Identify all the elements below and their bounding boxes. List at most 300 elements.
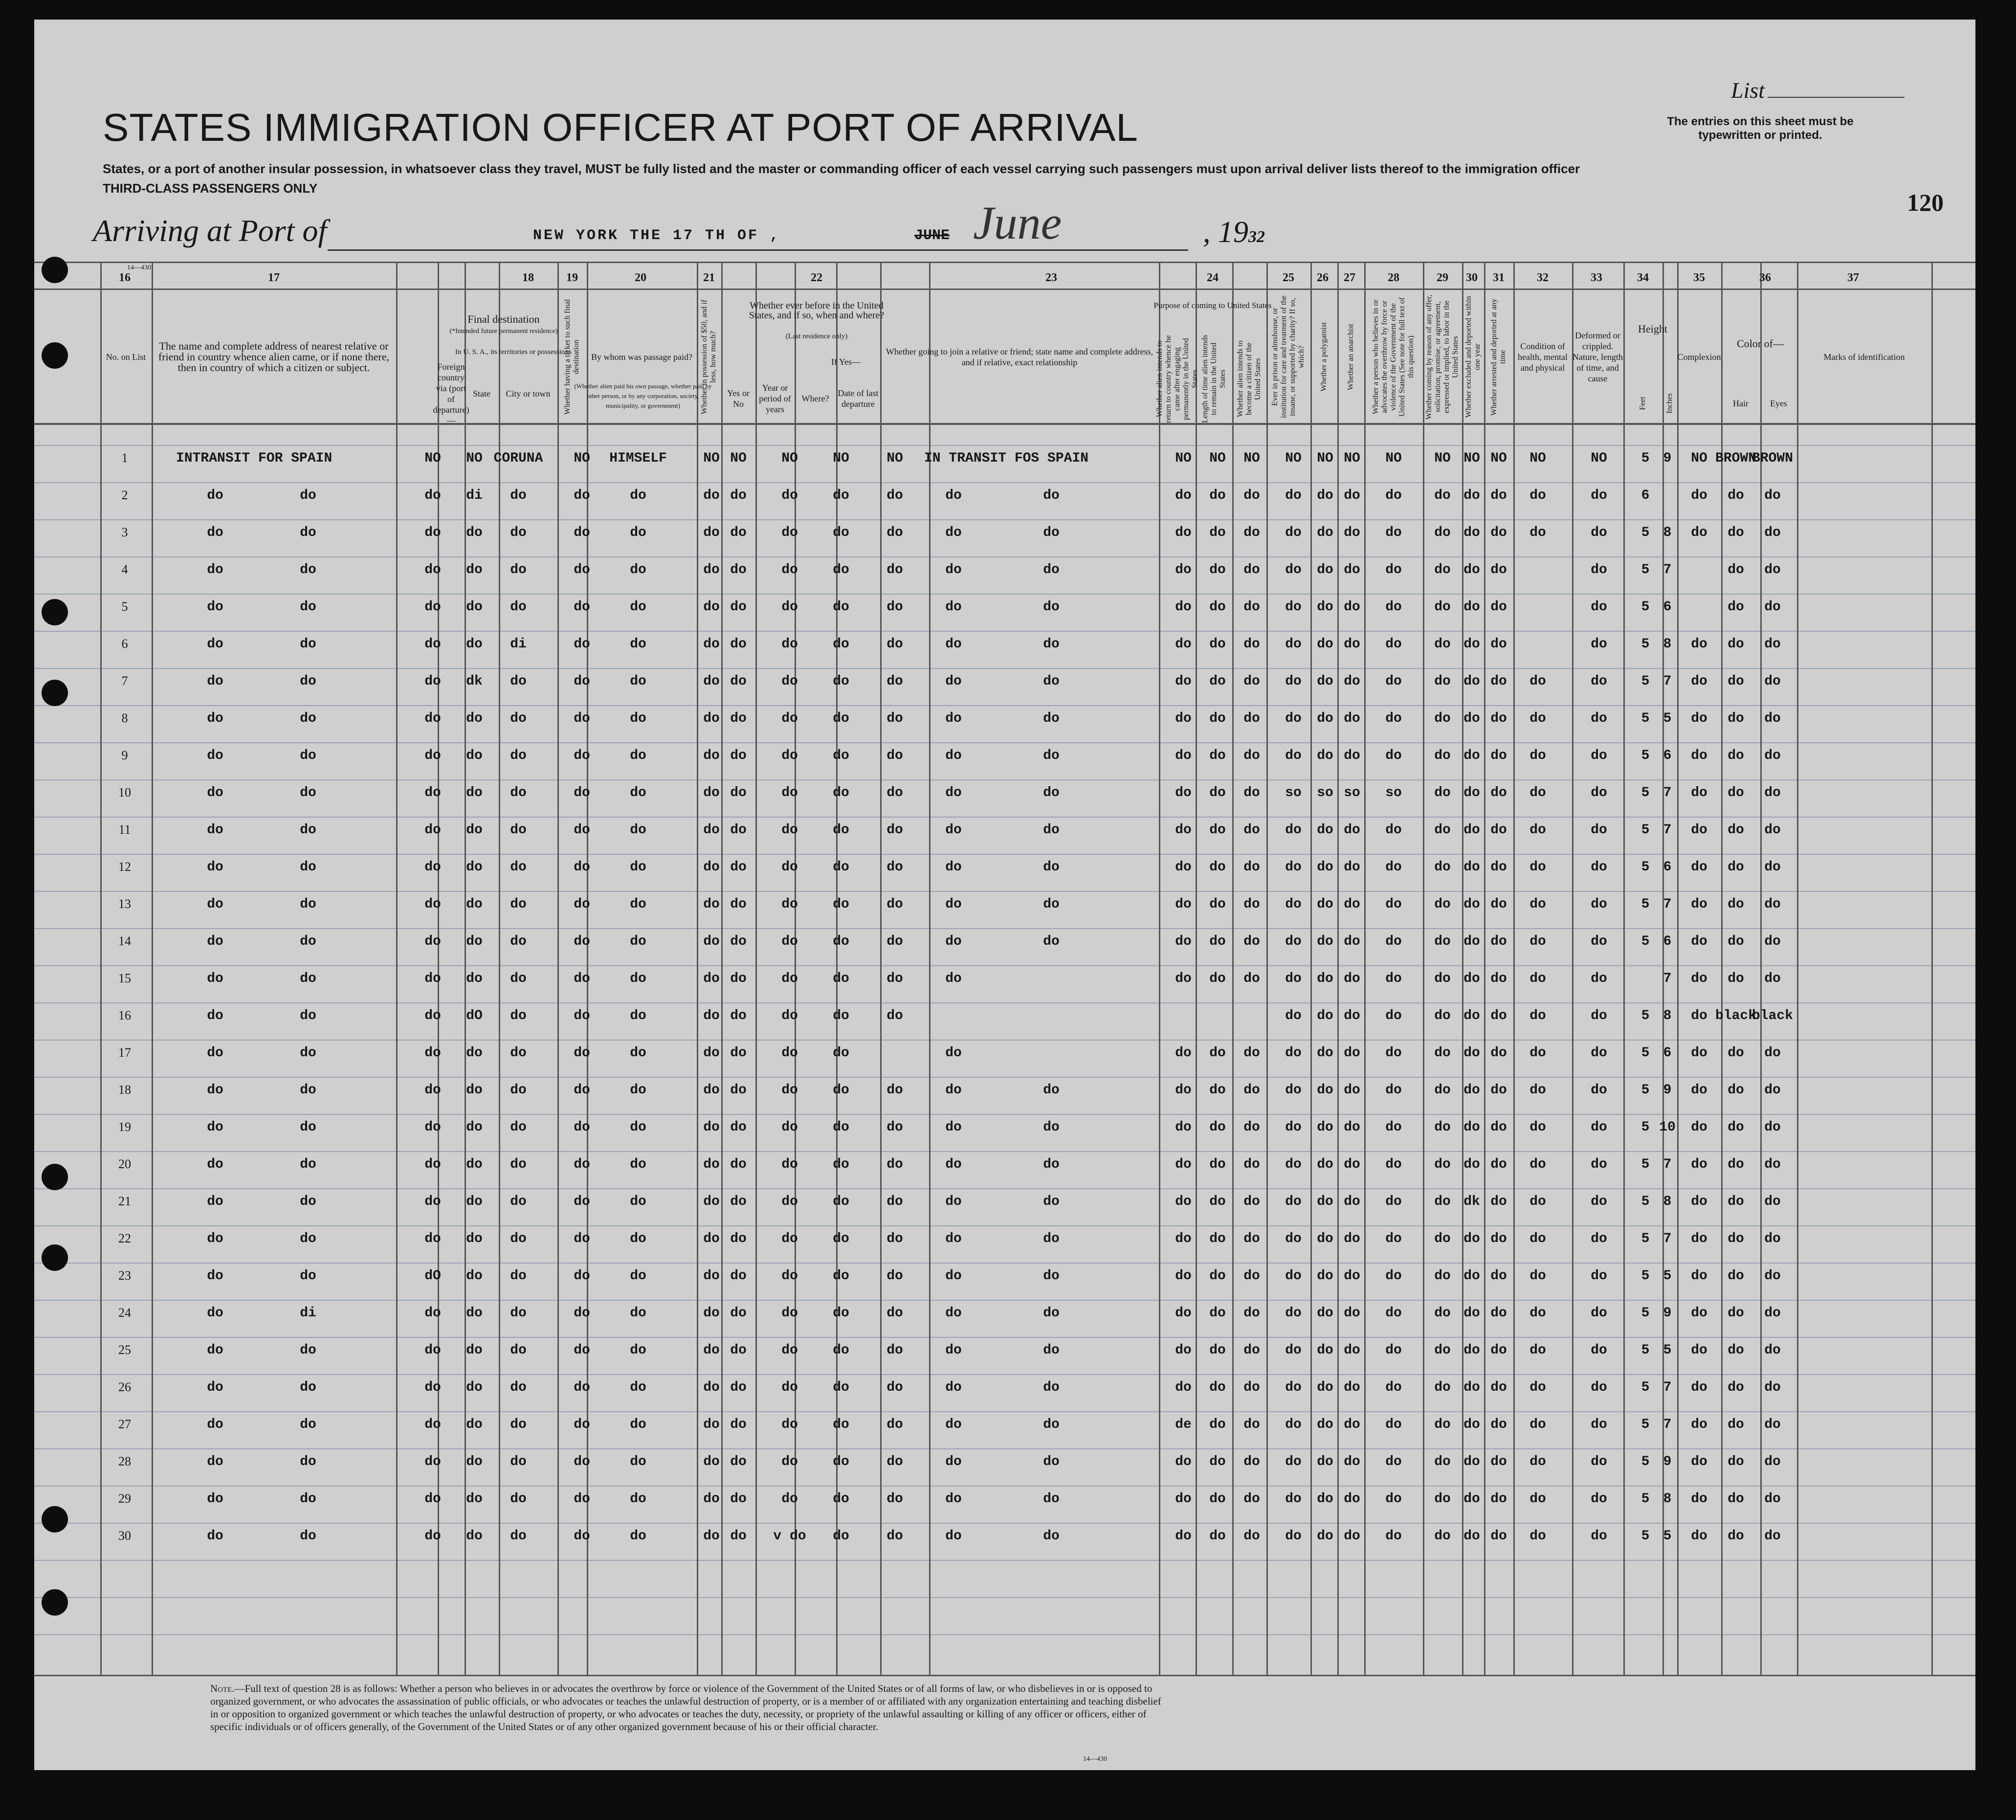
table-cell: 5: [1641, 748, 1650, 763]
header-bottom-line: [34, 423, 1975, 425]
table-cell: do: [1175, 1491, 1192, 1507]
row-number: 1: [121, 451, 128, 465]
table-cell: do: [1344, 1231, 1360, 1246]
table-cell: do: [1490, 860, 1507, 875]
table-cell: do: [1463, 1417, 1480, 1432]
table-cell: do: [833, 785, 849, 800]
table-cell: 8: [1663, 1194, 1672, 1209]
table-cell: do: [833, 822, 849, 838]
column-number: 26: [1317, 271, 1329, 284]
table-cell: do: [300, 1454, 316, 1469]
top-left-form-number: 14—430: [127, 264, 151, 271]
table-cell: do: [300, 711, 316, 726]
table-cell: 5: [1641, 1194, 1650, 1209]
table-cell: do: [1764, 1231, 1781, 1246]
table-cell: do: [1728, 1529, 1744, 1544]
table-cell: NO: [1344, 451, 1360, 466]
row-rule: [34, 1374, 1975, 1375]
table-cell: do: [1385, 1231, 1402, 1246]
table-cell: do: [1764, 1045, 1781, 1061]
table-cell: do: [574, 1157, 590, 1172]
table-cell: do: [781, 1268, 798, 1284]
table-cell: do: [1591, 674, 1607, 689]
table-cell: do: [1243, 1491, 1260, 1507]
arriving-year: , 1932: [1203, 216, 1265, 249]
table-cell: do: [703, 1454, 720, 1469]
table-cell: do: [1691, 1231, 1707, 1246]
table-cell: do: [1285, 748, 1302, 763]
table-cell: do: [424, 599, 441, 615]
table-cell: 9: [1663, 1083, 1672, 1098]
row-number: 28: [118, 1454, 131, 1468]
table-cell: do: [1385, 1045, 1402, 1061]
table-cell: do: [1344, 1008, 1360, 1023]
table-cell: do: [1529, 785, 1546, 800]
table-cell: 5: [1663, 1529, 1672, 1544]
table-cell: do: [510, 1491, 527, 1507]
table-cell: do: [886, 599, 903, 615]
table-cell: do: [1434, 1454, 1451, 1469]
table-cell: do: [1490, 1380, 1507, 1395]
table-cell: do: [300, 1083, 316, 1098]
table-cell: do: [1209, 1529, 1226, 1544]
table-cell: do: [630, 1454, 646, 1469]
table-cell: do: [1591, 1343, 1607, 1358]
table-cell: do: [730, 637, 747, 652]
table-cell: do: [1243, 1380, 1260, 1395]
table-cell: do: [730, 1083, 747, 1098]
table-cell: IN TRANSIT FOS SPAIN: [924, 451, 1089, 466]
table-cell: do: [1691, 1157, 1707, 1172]
table-cell: do: [945, 488, 962, 503]
binder-hole: [42, 257, 68, 283]
row-number: 6: [121, 637, 128, 651]
table-cell: do: [1243, 599, 1260, 615]
table-cell: do: [424, 1120, 441, 1135]
table-cell: do: [1344, 897, 1360, 912]
table-cell: do: [1317, 1380, 1333, 1395]
table-cell: do: [1043, 1343, 1060, 1358]
arriving-port: NEW YORK THE 17 TH OF ,: [533, 227, 781, 244]
table-cell: do: [466, 785, 483, 800]
table-cell: do: [1691, 488, 1707, 503]
table-cell: do: [1434, 1491, 1451, 1507]
row-number: 30: [118, 1529, 131, 1543]
table-cell: do: [703, 488, 720, 503]
table-cell: do: [1317, 897, 1333, 912]
table-cell: do: [1043, 860, 1060, 875]
table-cell: do: [1434, 1120, 1451, 1135]
table-cell: do: [1490, 1120, 1507, 1135]
table-cell: do: [781, 562, 798, 577]
table-cell: 5: [1641, 860, 1650, 875]
table-cell: do: [207, 1306, 223, 1321]
table-cell: do: [886, 674, 903, 689]
table-cell: do: [1490, 822, 1507, 838]
table-cell: do: [1591, 1268, 1607, 1284]
table-cell: do: [1591, 1529, 1607, 1544]
table-cell: NO: [703, 451, 720, 466]
table-cell: do: [1317, 1231, 1333, 1246]
table-cell: do: [781, 1008, 798, 1023]
table-cell: do: [466, 897, 483, 912]
column-number: 28: [1388, 271, 1399, 284]
row-rule: [34, 668, 1975, 669]
table-cell: NO: [466, 451, 483, 466]
table-cell: do: [886, 562, 903, 577]
table-cell: do: [1691, 1417, 1707, 1432]
table-cell: 5: [1641, 1120, 1650, 1135]
table-cell: 6: [1663, 1045, 1672, 1061]
table-cell: do: [300, 934, 316, 949]
table-cell: do: [1243, 1194, 1260, 1209]
table-cell: do: [1317, 748, 1333, 763]
table-cell: do: [300, 1231, 316, 1246]
table-cell: do: [1385, 488, 1402, 503]
table-cell: do: [730, 1306, 747, 1321]
table-cell: do: [1728, 1083, 1744, 1098]
table-cell: do: [1385, 599, 1402, 615]
row-rule: [34, 817, 1975, 818]
table-cell: do: [730, 860, 747, 875]
column-line: [1931, 262, 1933, 1675]
table-cell: do: [1285, 711, 1302, 726]
table-cell: do: [1175, 1194, 1192, 1209]
table-cell: do: [424, 1008, 441, 1023]
column-number: 31: [1493, 271, 1505, 284]
footnote: Note.—Full text of question 28 is as follows: Whether a person who believes in or advocates the overthrow by force or violence of the Government of the United States or of all forms of law, or who disbelieves in or is opposed to organized government, or who advocates the assassination of public officials, or who advocates or teaches the unlawful destruction of property, or is a member of or affiliated with any organization entertaining and teaching disbelief in or opposition to organized government or which teaches the unlawful destruction of property, or who advocates or teaches the duty, necessity, or propriety of the unlawful assaulting or killing of any officer or officers, either of specific individuals or of officers generally, of the Government of the United States or of any other organized government because of his or their official character.: [210, 1683, 1161, 1732]
table-cell: do: [574, 934, 590, 949]
table-cell: do: [574, 1380, 590, 1395]
column-header: Feet: [1639, 397, 1647, 410]
table-cell: do: [1243, 1454, 1260, 1469]
table-cell: do: [510, 1268, 527, 1284]
table-cell: do: [1434, 748, 1451, 763]
table-cell: do: [1490, 1194, 1507, 1209]
table-cell: do: [703, 674, 720, 689]
table-cell: do: [1591, 1083, 1607, 1098]
table-cell: do: [1728, 1491, 1744, 1507]
table-cell: do: [1728, 674, 1744, 689]
table-cell: do: [1175, 711, 1192, 726]
column-line: [1266, 262, 1268, 1675]
table-cell: do: [424, 1306, 441, 1321]
table-cell: do: [574, 1194, 590, 1209]
table-cell: do: [1691, 1194, 1707, 1209]
column-number: 32: [1537, 271, 1549, 284]
table-cell: do: [730, 934, 747, 949]
table-cell: do: [1043, 934, 1060, 949]
table-cell: 5: [1641, 562, 1650, 577]
table-cell: do: [1243, 860, 1260, 875]
row-rule: [34, 1411, 1975, 1412]
table-cell: 8: [1663, 525, 1672, 540]
table-cell: NO: [1490, 451, 1507, 466]
table-cell: do: [833, 488, 849, 503]
table-cell: do: [1434, 897, 1451, 912]
row-rule: [34, 965, 1975, 966]
table-cell: do: [574, 1083, 590, 1098]
table-cell: do: [1463, 562, 1480, 577]
table-cell: 9: [1663, 1454, 1672, 1469]
table-cell: do: [1490, 971, 1507, 986]
header-top-line: [34, 262, 1975, 263]
row-rule: [34, 631, 1975, 632]
column-header: Eyes: [1770, 399, 1787, 408]
table-cell: do: [1591, 1380, 1607, 1395]
table-cell: do: [1728, 1343, 1744, 1358]
table-cell: do: [1591, 525, 1607, 540]
table-cell: do: [781, 674, 798, 689]
table-cell: do: [1317, 1045, 1333, 1061]
table-cell: do: [1529, 1380, 1546, 1395]
table-cell: do: [703, 1529, 720, 1544]
table-cell: do: [1344, 860, 1360, 875]
table-cell: do: [833, 674, 849, 689]
table-cell: do: [1317, 1083, 1333, 1098]
table-cell: do: [1209, 748, 1226, 763]
table-cell: do: [945, 1380, 962, 1395]
table-cell: do: [1043, 599, 1060, 615]
table-cell: do: [1434, 934, 1451, 949]
table-cell: 7: [1663, 1417, 1672, 1432]
table-cell: do: [1385, 748, 1402, 763]
column-header: Where?: [801, 394, 829, 403]
table-cell: do: [1209, 897, 1226, 912]
table-cell: do: [424, 897, 441, 912]
table-cell: 8: [1663, 1491, 1672, 1507]
table-cell: do: [1728, 1380, 1744, 1395]
table-cell: do: [630, 1380, 646, 1395]
table-cell: do: [1434, 822, 1451, 838]
table-cell: do: [1317, 562, 1333, 577]
table-cell: do: [424, 637, 441, 652]
table-cell: 5: [1641, 599, 1650, 615]
table-cell: do: [207, 525, 223, 540]
table-cell: do: [886, 711, 903, 726]
row-rule: [34, 1560, 1975, 1561]
table-cell: do: [1385, 1008, 1402, 1023]
row-number: 13: [118, 897, 131, 911]
table-cell: do: [574, 785, 590, 800]
table-cell: do: [1243, 1231, 1260, 1246]
table-cell: do: [1728, 748, 1744, 763]
table-cell: do: [1385, 525, 1402, 540]
table-cell: do: [1529, 1083, 1546, 1098]
column-header: Whether excluded and deported within one year: [1464, 296, 1482, 418]
table-cell: 7: [1663, 822, 1672, 838]
table-cell: do: [1344, 562, 1360, 577]
table-cell: do: [510, 1343, 527, 1358]
table-cell: do: [466, 1491, 483, 1507]
table-cell: do: [730, 822, 747, 838]
table-cell: do: [1209, 1045, 1226, 1061]
table-cell: do: [466, 1343, 483, 1358]
table-cell: do: [207, 785, 223, 800]
table-cell: INTRANSIT FOR SPAIN: [176, 451, 332, 466]
table-cell: do: [833, 1491, 849, 1507]
table-cell: do: [300, 1008, 316, 1023]
table-cell: 5: [1641, 674, 1650, 689]
binder-hole: [42, 1244, 68, 1271]
table-cell: do: [1285, 637, 1302, 652]
table-cell: do: [1175, 637, 1192, 652]
table-cell: 5: [1641, 1417, 1650, 1432]
table-cell: do: [1764, 711, 1781, 726]
table-cell: do: [1529, 525, 1546, 540]
table-cell: do: [1764, 637, 1781, 652]
table-cell: do: [1434, 1529, 1451, 1544]
table-cell: do: [630, 674, 646, 689]
column-line: [1513, 262, 1515, 1675]
table-cell: do: [1691, 934, 1707, 949]
table-cell: 5: [1663, 1343, 1672, 1358]
table-cell: 5: [1641, 711, 1650, 726]
table-cell: do: [886, 934, 903, 949]
table-cell: do: [1591, 1231, 1607, 1246]
table-cell: do: [1691, 1529, 1707, 1544]
column-line: [1760, 262, 1762, 1675]
table-cell: do: [1344, 1380, 1360, 1395]
table-cell: do: [300, 1194, 316, 1209]
table-cell: do: [630, 1120, 646, 1135]
table-cell: do: [300, 1343, 316, 1358]
table-cell: do: [703, 822, 720, 838]
table-cell: do: [1243, 562, 1260, 577]
table-cell: do: [1490, 599, 1507, 615]
table-cell: dO: [424, 1268, 441, 1284]
table-cell: do: [630, 1008, 646, 1023]
table-cell: do: [1209, 1083, 1226, 1098]
group-header: If Yes—: [831, 357, 861, 367]
table-cell: do: [466, 1231, 483, 1246]
table-cell: do: [1385, 1120, 1402, 1135]
table-cell: do: [1529, 674, 1546, 689]
table-cell: do: [1691, 860, 1707, 875]
column-header: Condition of health, mental and physical: [1518, 341, 1568, 373]
table-cell: do: [424, 860, 441, 875]
table-cell: do: [1463, 897, 1480, 912]
table-cell: do: [781, 822, 798, 838]
table-cell: do: [207, 1343, 223, 1358]
table-cell: do: [886, 748, 903, 763]
table-cell: so: [1285, 785, 1302, 800]
column-header: Length of time alien intends to remain in the United States: [1200, 334, 1227, 423]
table-cell: do: [300, 1380, 316, 1395]
table-cell: do: [730, 1231, 747, 1246]
table-cell: black: [1715, 1008, 1757, 1023]
table-cell: do: [1764, 1268, 1781, 1284]
table-cell: do: [424, 1454, 441, 1469]
table-cell: do: [1490, 1157, 1507, 1172]
table-cell: do: [730, 1343, 747, 1358]
table-cell: do: [833, 1306, 849, 1321]
sheet-number: 120: [1907, 189, 1944, 216]
table-cell: do: [207, 1491, 223, 1507]
table-cell: do: [1728, 1120, 1744, 1135]
table-cell: do: [1691, 637, 1707, 652]
table-cell: do: [703, 637, 720, 652]
table-cell: do: [466, 860, 483, 875]
bottom-line: [34, 1675, 1975, 1676]
table-cell: do: [1209, 1380, 1226, 1395]
table-cell: do: [1243, 1045, 1260, 1061]
column-header: The name and complete address of nearest relative or friend in country whence alien came, or if none there, then in country of which a citizen or subject.: [158, 340, 390, 374]
table-cell: do: [424, 785, 441, 800]
table-cell: do: [1385, 1380, 1402, 1395]
table-cell: do: [1175, 488, 1192, 503]
table-cell: do: [1591, 1306, 1607, 1321]
table-cell: do: [886, 785, 903, 800]
table-cell: do: [1529, 488, 1546, 503]
column-line: [1232, 262, 1234, 1675]
row-number: 9: [121, 748, 128, 762]
table-cell: do: [510, 971, 527, 986]
arriving-month-strike: JUNE: [914, 227, 950, 244]
table-cell: do: [945, 637, 962, 652]
table-cell: do: [1463, 674, 1480, 689]
table-cell: do: [1764, 1491, 1781, 1507]
table-cell: do: [1344, 971, 1360, 986]
table-cell: do: [886, 1008, 903, 1023]
table-cell: do: [1285, 860, 1302, 875]
table-cell: do: [1385, 860, 1402, 875]
table-cell: do: [630, 1529, 646, 1544]
table-cell: do: [1463, 1268, 1480, 1284]
table-cell: 5: [1641, 1343, 1650, 1358]
table-cell: do: [1175, 1306, 1192, 1321]
table-cell: do: [1728, 525, 1744, 540]
table-cell: NO: [1285, 451, 1302, 466]
table-cell: do: [1175, 1343, 1192, 1358]
table-cell: do: [1344, 599, 1360, 615]
table-cell: do: [1344, 1157, 1360, 1172]
table-cell: do: [1434, 525, 1451, 540]
table-cell: do: [574, 637, 590, 652]
table-cell: so: [1317, 785, 1333, 800]
table-cell: do: [945, 1268, 962, 1284]
column-number: 18: [522, 271, 534, 284]
table-cell: do: [207, 488, 223, 503]
table-cell: BROWN: [1715, 451, 1757, 466]
table-cell: do: [207, 637, 223, 652]
table-cell: do: [1490, 1008, 1507, 1023]
table-cell: do: [1344, 674, 1360, 689]
column-line: [1572, 262, 1573, 1675]
table-cell: do: [1175, 1529, 1192, 1544]
table-cell: do: [886, 1491, 903, 1507]
table-cell: do: [1209, 1491, 1226, 1507]
table-cell: do: [1529, 1343, 1546, 1358]
table-cell: do: [1385, 674, 1402, 689]
column-header: Complexion: [1677, 352, 1721, 362]
table-cell: do: [886, 1306, 903, 1321]
table-cell: do: [1490, 1306, 1507, 1321]
table-cell: do: [1591, 1417, 1607, 1432]
table-cell: do: [1490, 637, 1507, 652]
table-cell: do: [1175, 674, 1192, 689]
table-cell: do: [1434, 637, 1451, 652]
table-cell: do: [300, 822, 316, 838]
table-cell: do: [424, 934, 441, 949]
group-header: (*Intended future permanent residence): [449, 328, 558, 335]
table-cell: do: [466, 1194, 483, 1209]
row-rule: [34, 445, 1975, 446]
table-cell: do: [1691, 525, 1707, 540]
table-cell: do: [1490, 1268, 1507, 1284]
table-cell: do: [1764, 1194, 1781, 1209]
table-cell: do: [466, 1306, 483, 1321]
